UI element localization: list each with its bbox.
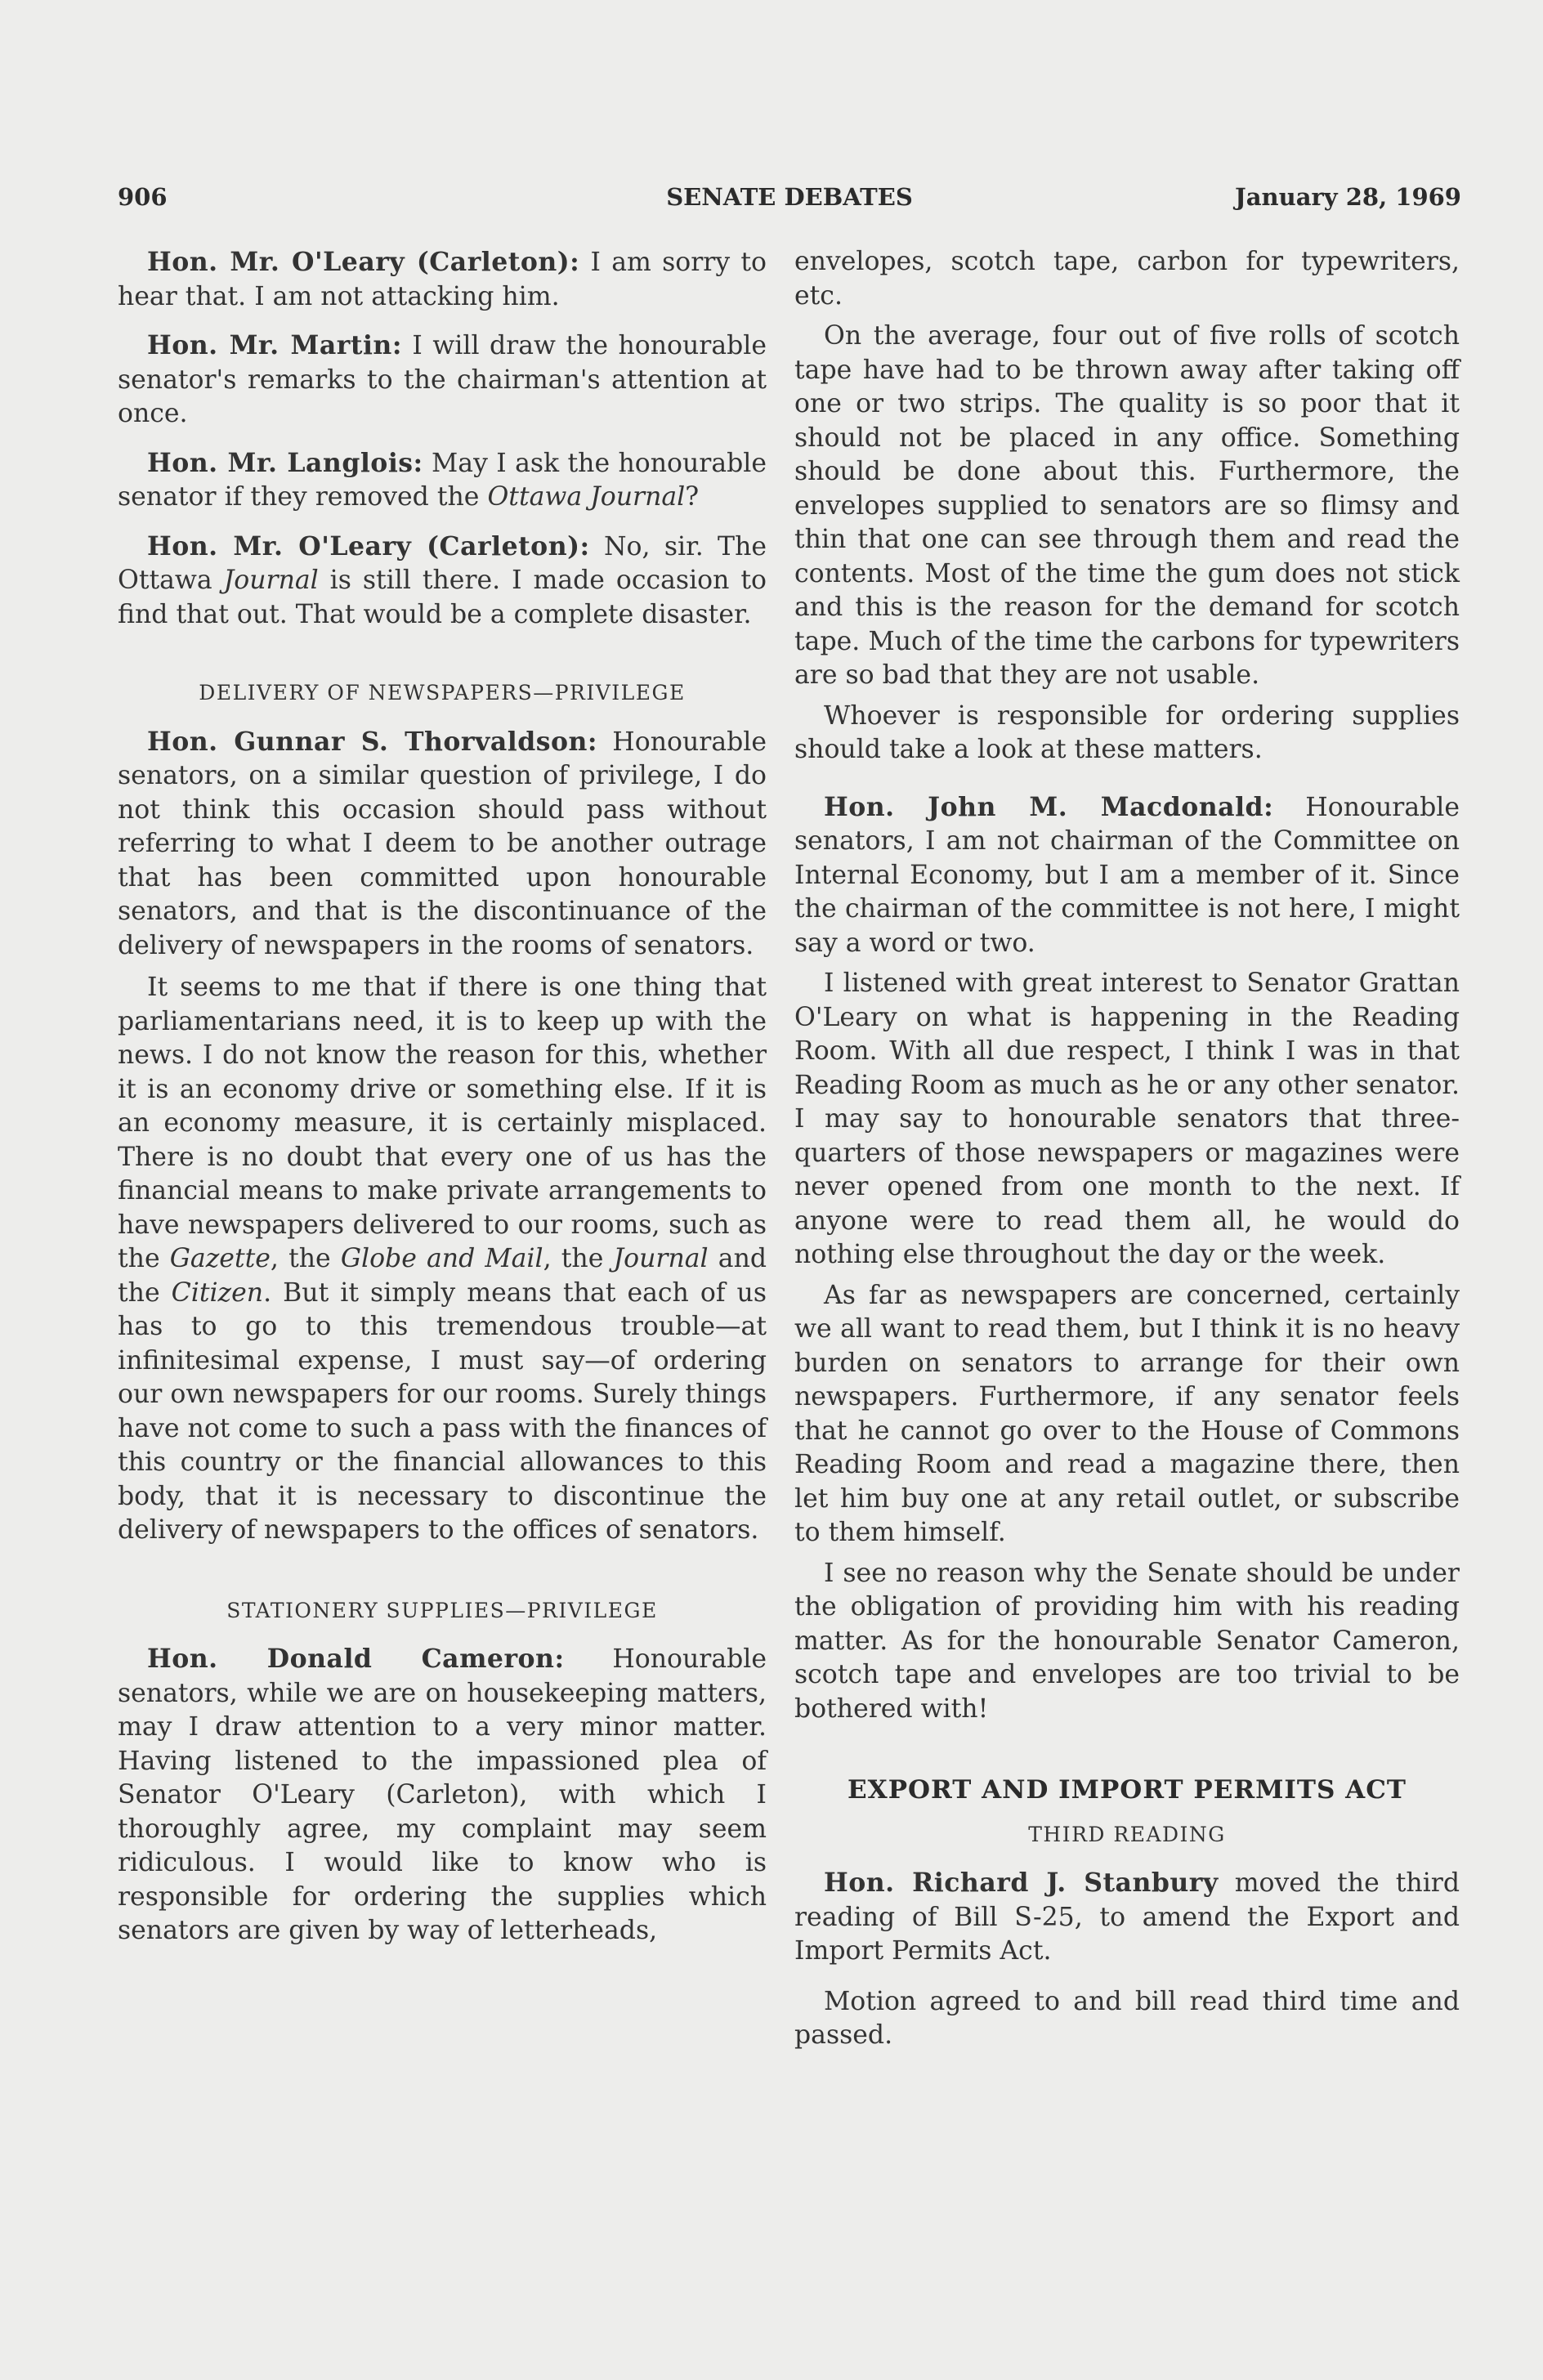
paragraph: I listened with great interest to Senator Grattan O'Leary on what is happening in the Reading Room. With all due respect, I think I was in that Reading Room as much as he or any other senator. I may say to honourable senators that three-quarters of those newspapers or magazines were never opened from one month to the next. If anyone were to read them all, he would do nothing else throughout the day or the week.: [794, 969, 1460, 1269]
speaker-name: Hon. Mr. Langlois:: [147, 447, 423, 478]
paragraph-text: and the: [118, 1244, 767, 1308]
paragraph-text: Honourable senators, I am not chairman of the Committee on Internal Economy, but I am a member of it. Since the chairman of the committee is not here, I might say a word or two.: [794, 792, 1460, 958]
paragraph: As far as newspapers are concerned, certainly we all want to read them, but I think it is no heavy burden on senators to arrange for their own newspapers. Furthermore, if any senator feels that he cannot go over to the House of Commons Reading Room and read a magazine there, then let him buy one at any retail outlet, or subscribe to them himself.: [794, 1280, 1460, 1547]
paragraph: [118, 725, 767, 964]
paragraph-text: , the: [543, 1244, 604, 1273]
speaker-name: Hon. Gunnar S. Thorvaldson:: [147, 726, 597, 757]
reading-subheading: THIRD READING: [1028, 1822, 1226, 1846]
paragraph: [794, 790, 1460, 961]
paragraph-text: . But it simply means that each of us has to go to this tremendous trouble—at infinitesimal expense, I must say—of ordering our own newspapers for our rooms. Surely things have not come to such a pass with the finances of this country or the financial allowances to this body, that it is necessary to discontinue the delivery of newspapers to the offices of senators.: [118, 1277, 767, 1545]
speaker-name: Hon. John M. Macdonald:: [824, 791, 1274, 822]
section-heading: STATIONERY SUPPLIES—PRIVILEGE: [226, 1598, 658, 1622]
paragraph-text: It seems to me that if there is one thing that parliamentarians need, it is to keep up with the news. I do not know the reason for this, whether it is an economy drive or something else. If it is an economy measure, it is certainly misplaced. There is no doubt that every one of us has the financial means to make private arrangements to have newspapers delivered to our rooms, such as the: [118, 973, 767, 1273]
paragraph: Whoever is responsible for ordering supplies should take a look at these matters.: [794, 700, 1460, 764]
issue-date: January 28, 1969: [1235, 183, 1461, 211]
newspaper-name: Gazette: [169, 1244, 271, 1273]
act-heading: EXPORT AND IMPORT PERMITS ACT: [848, 1775, 1407, 1805]
newspaper-name: Journal: [223, 566, 319, 595]
right-column: [794, 245, 1460, 2053]
paragraph: On the average, four out of five rolls of scotch tape have had to be thrown away after taking off one or two strips. The quality is so poor that it should not be placed in any office. Something should be done about this. Furthermore, the envelopes supplied to senators are so flimsy and thin that one can see through them and read the contents. Most of the time the gum does not stick and this is the reason for the demand for scotch tape. Much of the time the carbons for typewriters are so bad that they are not usable.: [794, 321, 1460, 690]
paragraph-text: is still there. I made occasion to find that out. That would be a complete disaster.: [118, 566, 767, 629]
publication-title: SENATE DEBATES: [666, 183, 913, 211]
speaker-name: Hon. Mr. Martin:: [147, 330, 402, 360]
paragraph: I see no reason why the Senate should be under the obligation of providing him with his reading matter. As for the honourable Senator Cameron, scotch tape and envelopes are too trivial to be bothered with!: [794, 1558, 1460, 1724]
punctuation: ?: [685, 482, 700, 512]
paragraph: [118, 530, 767, 633]
left-column: [118, 245, 767, 1948]
paragraph: [118, 245, 767, 314]
paragraph-text: I am sorry to hear that. I am not attacking him.: [118, 248, 767, 311]
speaker-name: Hon. Richard J. Stanbury: [824, 1868, 1219, 1898]
newspaper-name: Globe and Mail: [340, 1244, 543, 1273]
paragraph: Motion agreed to and bill read third time and passed.: [794, 1986, 1460, 2050]
paragraph-text: Honourable senators, on a similar question of privilege, I do not think this occasion should pass without referring to what I deem to be another outrage that has been committed upon honourable senators, and that is the discontinuance of the delivery of newspapers in the rooms of senators.: [118, 727, 767, 960]
paragraph-text: , the: [270, 1244, 331, 1273]
paragraph: [118, 329, 767, 432]
paragraph: [118, 446, 767, 515]
paragraph: [794, 1866, 1460, 1969]
paragraph: [118, 1642, 767, 1948]
speaker-name: Hon. Mr. O'Leary (Carleton):: [147, 530, 590, 561]
paragraph-text: No, sir. The Ottawa: [118, 531, 767, 595]
paragraph-text: Honourable senators, while we are on housekeeping matters, may I draw attention to a very minor matter. Having listened to the impassioned plea of Senator O'Leary (Carleton), with which I thoroughly agree, my complaint may seem ridiculous. I would like to know who is responsible for ordering the supplies which senators are given by way of letterheads,: [118, 1644, 767, 1945]
newspaper-name: Ottawa Journal: [487, 482, 686, 512]
newspaper-name: Citizen: [171, 1277, 264, 1308]
newspaper-name: Journal: [613, 1244, 709, 1273]
paragraph-text: May I ask the honourable senator if they removed the: [118, 448, 767, 512]
page-header: [118, 183, 1461, 219]
speaker-name: Hon. Donald Cameron:: [147, 1644, 565, 1674]
section-heading: DELIVERY OF NEWSPAPERS—PRIVILEGE: [199, 681, 686, 705]
speaker-name: Hon. Mr. O'Leary (Carleton):: [147, 247, 580, 277]
paragraph-text: moved the third reading of Bill S-25, to amend the Export and Import Permits Act.: [794, 1868, 1460, 1966]
page-number: 906: [118, 183, 168, 211]
paragraph: envelopes, scotch tape, carbon for typewriters, etc.: [794, 247, 1460, 311]
paragraph-text: I will draw the honourable senator's remarks to the chairman's attention at once.: [118, 331, 767, 428]
paragraph: [118, 971, 767, 1548]
